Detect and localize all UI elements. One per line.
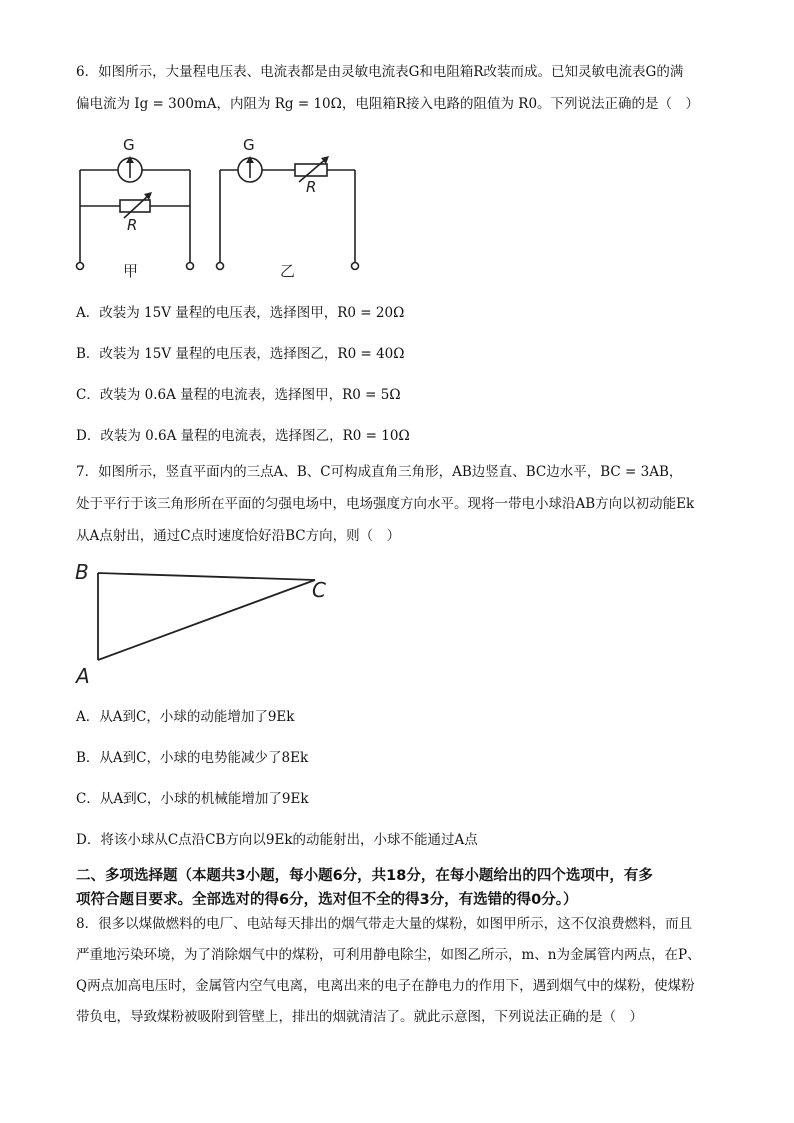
circuit-b-caption: 乙 bbox=[280, 262, 296, 280]
q7-stem-line3: 从A点射出，通过C点时速度恰好沿BC方向，则（ ） bbox=[76, 528, 401, 544]
triangle-side-ac bbox=[98, 580, 315, 660]
circuit-b-resistor-label: R bbox=[306, 178, 317, 196]
resistor-a-icon bbox=[120, 200, 150, 212]
vertex-b-label: B bbox=[75, 560, 89, 584]
circuit-a-caption: 甲 bbox=[123, 262, 139, 280]
q8-stem-line2: 严重地污染环境，为了消除烟气中的煤粉，可利用静电除尘，如图乙所示，m、n为金属管内两点，在P、 bbox=[76, 947, 701, 963]
circuit-a-meter-label: G bbox=[123, 136, 135, 154]
vertex-a-label: A bbox=[76, 664, 90, 688]
q7-triangle-figure bbox=[70, 555, 350, 690]
q8-stem-line4: 带负电，导致煤粉被吸附到管壁上，排出的烟就清洁了。就此示意图，下列说法正确的是（ ） bbox=[76, 1009, 643, 1025]
q8-stem-line3: Q两点加高电压时，金属管内空气电离，电离出来的电子在静电力的作用下，遇到烟气中的煤粉，使煤粉 bbox=[76, 978, 695, 994]
q7-option-c: C．从A到C，小球的机械能增加了9Ek bbox=[76, 791, 309, 807]
q8-stem-line1: 8．很多以煤做燃料的电厂、电站每天排出的烟气带走大量的煤粉，如图甲所示，这不仅浪费燃料，而且 bbox=[76, 916, 693, 932]
q6-option-b: B．改装为 15V 量程的电压表，选择图乙，R0 = 40Ω bbox=[76, 346, 405, 362]
resistor-b-icon bbox=[295, 164, 327, 176]
q7-option-a: A．从A到C，小球的动能增加了9Ek bbox=[76, 709, 295, 725]
circuit-b-meter-label: G bbox=[243, 136, 255, 154]
q6-stem-line1: 6．如图所示，大量程电压表、电流表都是由灵敏电流表G和电阻箱R改装而成。已知灵敏电流表G的满 bbox=[76, 64, 684, 80]
triangle-side-bc bbox=[98, 573, 315, 580]
q6-stem-line2: 偏电流为 Ig = 300mA，内阻为 Rg = 10Ω，电阻箱R接入电路的阻值为 R0。下列说法正确的是（ ） bbox=[76, 96, 700, 112]
q6-option-c: C．改装为 0.6A 量程的电流表，选择图甲，R0 = 5Ω bbox=[76, 387, 401, 403]
q7-stem-line2: 处于平行于该三角形所在平面的匀强电场中，电场强度方向水平。现将一带电小球沿AB方向以初动能Ek bbox=[76, 496, 695, 512]
section2-heading-line2: 项符合题目要求。全部选对的得6分，选对但不全的得3分，有选错的得0分。） bbox=[76, 892, 578, 908]
circuit-a-resistor-label: R bbox=[127, 216, 138, 234]
q6-option-d: D．改装为 0.6A 量程的电流表，选择图乙，R0 = 10Ω bbox=[76, 428, 410, 444]
q6-option-a: A．改装为 15V 量程的电压表，选择图甲，R0 = 20Ω bbox=[76, 305, 405, 321]
q7-option-b: B．从A到C，小球的电势能减少了8Ek bbox=[76, 750, 309, 766]
q7-stem-line1: 7．如图所示，竖直平面内的三点A、B、C可构成直角三角形，AB边竖直、BC边水平，BC = 3AB， bbox=[76, 464, 683, 480]
vertex-c-label: C bbox=[312, 578, 326, 602]
rheostat-arrow-a bbox=[124, 194, 150, 218]
q6-circuit-figure bbox=[70, 130, 370, 290]
q7-option-d: D．将该小球从C点沿CB方向以9Ek的动能射出，小球不能通过A点 bbox=[76, 832, 478, 848]
section2-heading-line1: 二、多项选择题（本题共3小题，每小题6分，共18分，在每小题给出的四个选项中，有多 bbox=[76, 868, 653, 884]
